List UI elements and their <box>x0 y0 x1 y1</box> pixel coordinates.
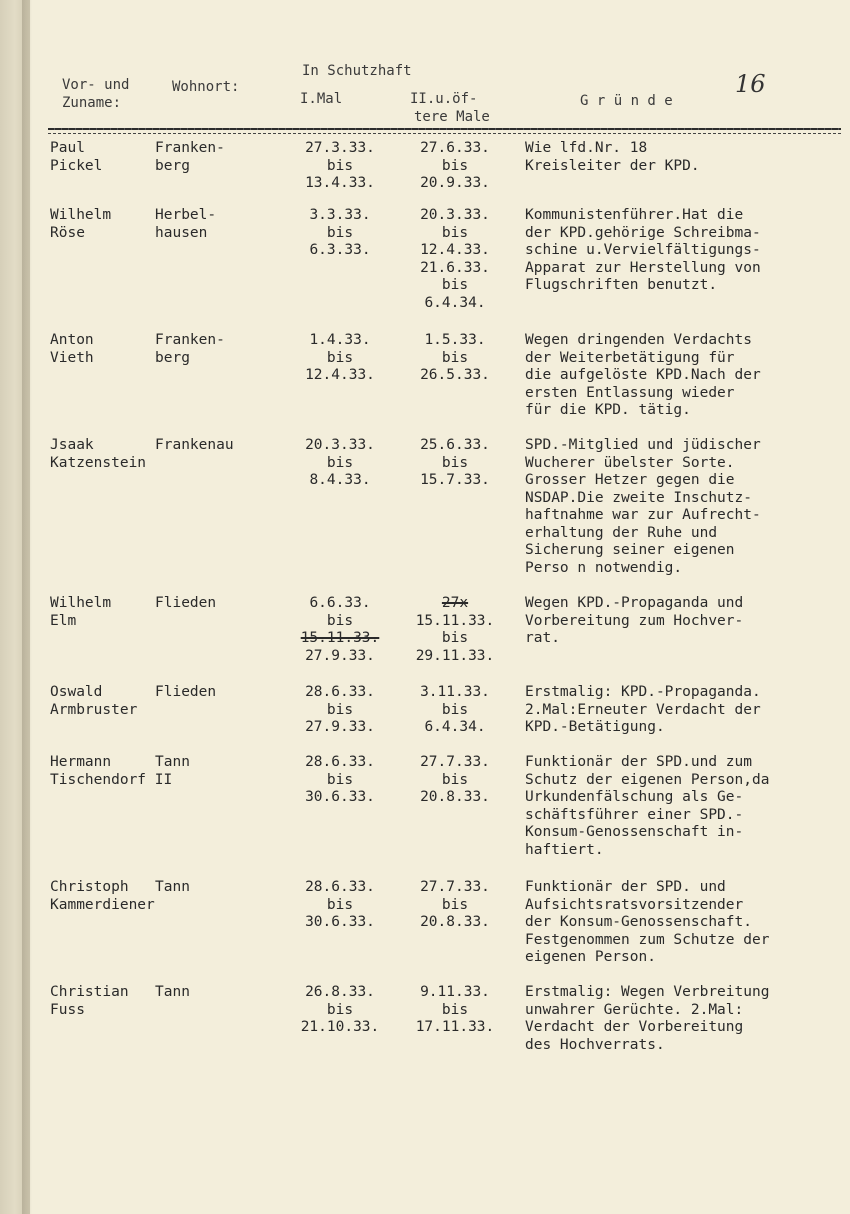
place-line: berg <box>155 349 190 366</box>
row-first-cell <box>290 754 390 807</box>
first-line: 28.6.33. <box>305 754 375 770</box>
row-name-cell <box>50 684 137 719</box>
name-line: Anton <box>50 332 94 348</box>
row-name-cell <box>50 879 155 914</box>
first-line: 27.9.33. <box>305 647 375 664</box>
row-first-cell <box>290 207 390 260</box>
first-line: bis <box>326 612 354 629</box>
row-name-cell <box>50 140 102 175</box>
first-line: bis <box>326 896 354 913</box>
second-line: 27.6.33. <box>420 140 490 156</box>
name-line: Katzenstein <box>50 454 147 471</box>
reasons-line: Kreisleiter der KPD. <box>525 157 700 174</box>
reasons-line: Schutz der eigenen Person,da <box>525 771 770 788</box>
first-line: 30.6.33. <box>305 789 375 805</box>
name-line: Christoph <box>50 879 129 895</box>
second-line: bis <box>441 277 469 293</box>
first-line: bis <box>326 157 354 174</box>
name-line: Vieth <box>50 349 94 366</box>
first-line: 20.3.33. <box>305 437 375 453</box>
reasons-line: schäftsführer einer SPD.- <box>525 806 744 823</box>
name-line: Christian <box>50 984 129 1000</box>
reasons-line: haftiert. <box>525 841 604 858</box>
place-line: Herbel- <box>155 207 217 223</box>
header-reasons-col: G r ü n d e <box>580 93 673 109</box>
reasons-line: Erstmalig: KPD.-Propaganda. <box>525 684 761 700</box>
reasons-line: Apparat zur Herstellung von <box>525 259 761 276</box>
place-line: Flieden <box>155 595 217 611</box>
second-line: 20.3.33. <box>420 207 490 223</box>
reasons-line: schine u.Vervielfältigungs- <box>525 242 761 258</box>
header-divider <box>48 128 841 130</box>
second-line: bis <box>441 349 469 366</box>
name-line: Pickel <box>50 157 103 174</box>
name-line: Wilhelm <box>50 207 112 223</box>
header-name-col <box>62 76 129 112</box>
first-line: 27.9.33. <box>305 719 375 735</box>
second-line: 20.9.33. <box>420 175 490 191</box>
second-line: bis <box>441 630 469 646</box>
second-line: 20.8.33. <box>420 914 490 930</box>
name-line: Kammerdiener <box>50 896 155 913</box>
row-second-cell <box>405 207 505 312</box>
row-place-cell <box>155 437 234 455</box>
second-line: bis <box>441 157 469 174</box>
first-line: bis <box>326 701 354 718</box>
name-line: Wilhelm <box>50 595 112 611</box>
reasons-line: Konsum-Genossenschaft in- <box>525 824 744 840</box>
reasons-line: Funktionär der SPD. und <box>525 879 726 895</box>
row-first-cell <box>290 332 390 385</box>
row-reasons-cell <box>525 684 761 737</box>
reasons-line: Kommunistenführer.Hat die <box>525 207 744 223</box>
row-place-cell <box>155 984 190 1002</box>
place-line: Franken- <box>155 332 225 348</box>
header-custody-title: In Schutzhaft <box>302 63 412 79</box>
place-line: Tann <box>155 754 190 770</box>
first-line: 12.4.33. <box>305 367 375 383</box>
second-line: 15.7.33. <box>420 472 490 488</box>
name-line: Röse <box>50 224 85 241</box>
first-line: 27.3.33. <box>305 140 375 156</box>
second-line: 9.11.33. <box>420 984 490 1000</box>
reasons-line: unwahrer Gerüchte. 2.Mal: <box>525 1001 744 1018</box>
second-line: 12.4.33. <box>420 242 490 258</box>
first-line: bis <box>326 349 354 366</box>
page-number: 16 <box>735 70 766 98</box>
first-line: bis <box>326 224 354 241</box>
row-reasons-cell <box>525 332 761 420</box>
reasons-line: Urkundenfälschung als Ge- <box>525 789 744 805</box>
header-second-col <box>410 90 490 126</box>
reasons-line: KPD.-Betätigung. <box>525 719 665 735</box>
row-name-cell <box>50 754 172 789</box>
reasons-line: erhaltung der Ruhe und <box>525 524 718 541</box>
reasons-line: Wucherer übelster Sorte. <box>525 454 735 471</box>
second-line: 17.11.33. <box>415 1019 495 1035</box>
row-name-cell <box>50 332 94 367</box>
first-line: 3.3.33. <box>309 207 371 223</box>
second-line: 20.8.33. <box>420 789 490 805</box>
place-line: berg <box>155 157 190 174</box>
place-line: hausen <box>155 224 208 241</box>
row-second-cell <box>405 332 505 385</box>
first-line: bis <box>326 771 354 788</box>
name-line: Elm <box>50 612 77 629</box>
second-line: 27.7.33. <box>420 879 490 895</box>
row-first-cell <box>290 595 390 665</box>
reasons-line: SPD.-Mitglied und jüdischer <box>525 437 761 453</box>
row-first-cell <box>290 684 390 737</box>
second-line: 27x <box>441 595 469 611</box>
reasons-line: der Weiterbetätigung für <box>525 349 735 366</box>
row-reasons-cell <box>525 437 761 577</box>
second-line: 6.4.34. <box>424 719 486 735</box>
reasons-line: Aufsichtsratsvorsitzender <box>525 896 744 913</box>
reasons-line: für die KPD. tätig. <box>525 402 691 418</box>
binding-shadow <box>22 0 32 1214</box>
row-second-cell <box>405 684 505 737</box>
first-line: 13.4.33. <box>305 175 375 191</box>
first-line: 6.3.33. <box>309 242 371 258</box>
row-place-cell <box>155 332 225 367</box>
first-line: 6.6.33. <box>309 595 371 611</box>
row-second-cell <box>405 437 505 490</box>
reasons-line: haftnahme war zur Aufrecht- <box>525 507 761 523</box>
reasons-line: der Konsum-Genossenschaft. <box>525 914 752 930</box>
reasons-line: Grosser Hetzer gegen die <box>525 472 735 488</box>
row-second-cell <box>405 754 505 807</box>
row-second-cell <box>405 879 505 932</box>
reasons-line: 2.Mal:Erneuter Verdacht der <box>525 701 761 718</box>
second-line: 26.5.33. <box>420 367 490 383</box>
second-line: bis <box>441 896 469 913</box>
header-second-line-1: II.u.öf- <box>410 91 478 107</box>
second-line: bis <box>441 224 469 241</box>
name-line: Armbruster <box>50 701 138 718</box>
row-reasons-cell <box>525 595 743 648</box>
second-line: 27.7.33. <box>420 754 490 770</box>
reasons-line: des Hochverrats. <box>525 1036 665 1053</box>
first-line: 15.11.33. <box>300 630 380 646</box>
row-reasons-cell <box>525 207 761 295</box>
name-line: Fuss <box>50 1001 85 1018</box>
reasons-line: Vorbereitung zum Hochver- <box>525 612 744 629</box>
row-first-cell <box>290 437 390 490</box>
reasons-line: Wegen dringenden Verdachts <box>525 332 752 348</box>
reasons-line: Wie lfd.Nr. 18 <box>525 140 648 156</box>
reasons-line: ersten Entlassung wieder <box>525 384 735 401</box>
row-name-cell <box>50 207 111 242</box>
second-line: 25.6.33. <box>420 437 490 453</box>
reasons-line: Funktionär der SPD.und zum <box>525 754 752 770</box>
reasons-line: Wegen KPD.-Propaganda und <box>525 595 744 611</box>
row-second-cell <box>405 595 505 665</box>
place-line: Flieden <box>155 684 217 700</box>
row-second-cell <box>405 984 505 1037</box>
second-line: 6.4.34. <box>424 294 486 311</box>
row-first-cell <box>290 140 390 193</box>
row-place-cell <box>155 140 225 175</box>
reasons-line: Sicherung seiner eigenen <box>525 542 735 558</box>
first-line: 28.6.33. <box>305 684 375 700</box>
reasons-line: Verdacht der Vorbereitung <box>525 1019 744 1035</box>
first-line: 30.6.33. <box>305 914 375 930</box>
place-line: Tann <box>155 879 190 895</box>
second-line: 1.5.33. <box>424 332 486 348</box>
first-line: 21.10.33. <box>300 1019 380 1035</box>
row-reasons-cell <box>525 879 769 967</box>
row-place-cell <box>155 879 190 897</box>
reasons-line: NSDAP.Die zweite Inschutz- <box>525 489 752 506</box>
second-line: 21.6.33. <box>420 259 490 276</box>
second-line: bis <box>441 1001 469 1018</box>
first-line: 26.8.33. <box>305 984 375 1000</box>
name-line: Paul <box>50 140 85 156</box>
header-place-col: Wohnort: <box>172 79 240 95</box>
row-place-cell <box>155 684 216 702</box>
row-place-cell <box>155 595 216 613</box>
row-second-cell <box>405 140 505 193</box>
row-reasons-cell <box>525 754 769 859</box>
reasons-line: der KPD.gehörige Schreibma- <box>525 224 761 241</box>
second-line: bis <box>441 701 469 718</box>
row-place-cell <box>155 207 216 242</box>
name-line: Jsaak <box>50 437 94 453</box>
second-line: bis <box>441 454 469 471</box>
name-line: Tischendorf II <box>50 771 173 788</box>
header-second-line-2: tere Male <box>414 109 490 125</box>
header-first-col: I.Mal <box>300 91 343 107</box>
reasons-line: Festgenommen zum Schutze der <box>525 931 770 948</box>
second-line: bis <box>441 771 469 788</box>
first-line: 8.4.33. <box>309 472 371 488</box>
row-name-cell <box>50 595 111 630</box>
reasons-line: Erstmalig: Wegen Verbreitung <box>525 984 770 1000</box>
row-reasons-cell <box>525 984 769 1054</box>
second-line: 3.11.33. <box>420 684 490 700</box>
row-reasons-cell <box>525 140 700 175</box>
row-name-cell <box>50 437 146 472</box>
name-line: Hermann <box>50 754 112 770</box>
header-name-line-2: Zuname: <box>62 95 122 111</box>
name-line: Oswald <box>50 684 103 700</box>
header-name-line-1: Vor- und <box>62 77 130 93</box>
first-line: bis <box>326 1001 354 1018</box>
row-first-cell <box>290 984 390 1037</box>
first-line: 28.6.33. <box>305 879 375 895</box>
first-line: bis <box>326 454 354 471</box>
reasons-line: eigenen Person. <box>525 949 656 965</box>
second-line: 29.11.33. <box>415 647 495 664</box>
first-line: 1.4.33. <box>309 332 371 348</box>
place-line: Frankenau <box>155 437 234 453</box>
reasons-line: die aufgelöste KPD.Nach der <box>525 367 761 383</box>
row-place-cell <box>155 754 190 772</box>
row-name-cell <box>50 984 129 1019</box>
header-divider-secondary <box>48 133 841 134</box>
place-line: Tann <box>155 984 190 1000</box>
reasons-line: Flugschriften benutzt. <box>525 277 718 293</box>
place-line: Franken- <box>155 140 225 156</box>
reasons-line: Perso n notwendig. <box>525 559 683 576</box>
row-first-cell <box>290 879 390 932</box>
reasons-line: rat. <box>525 630 560 646</box>
second-line: 15.11.33. <box>415 612 495 629</box>
